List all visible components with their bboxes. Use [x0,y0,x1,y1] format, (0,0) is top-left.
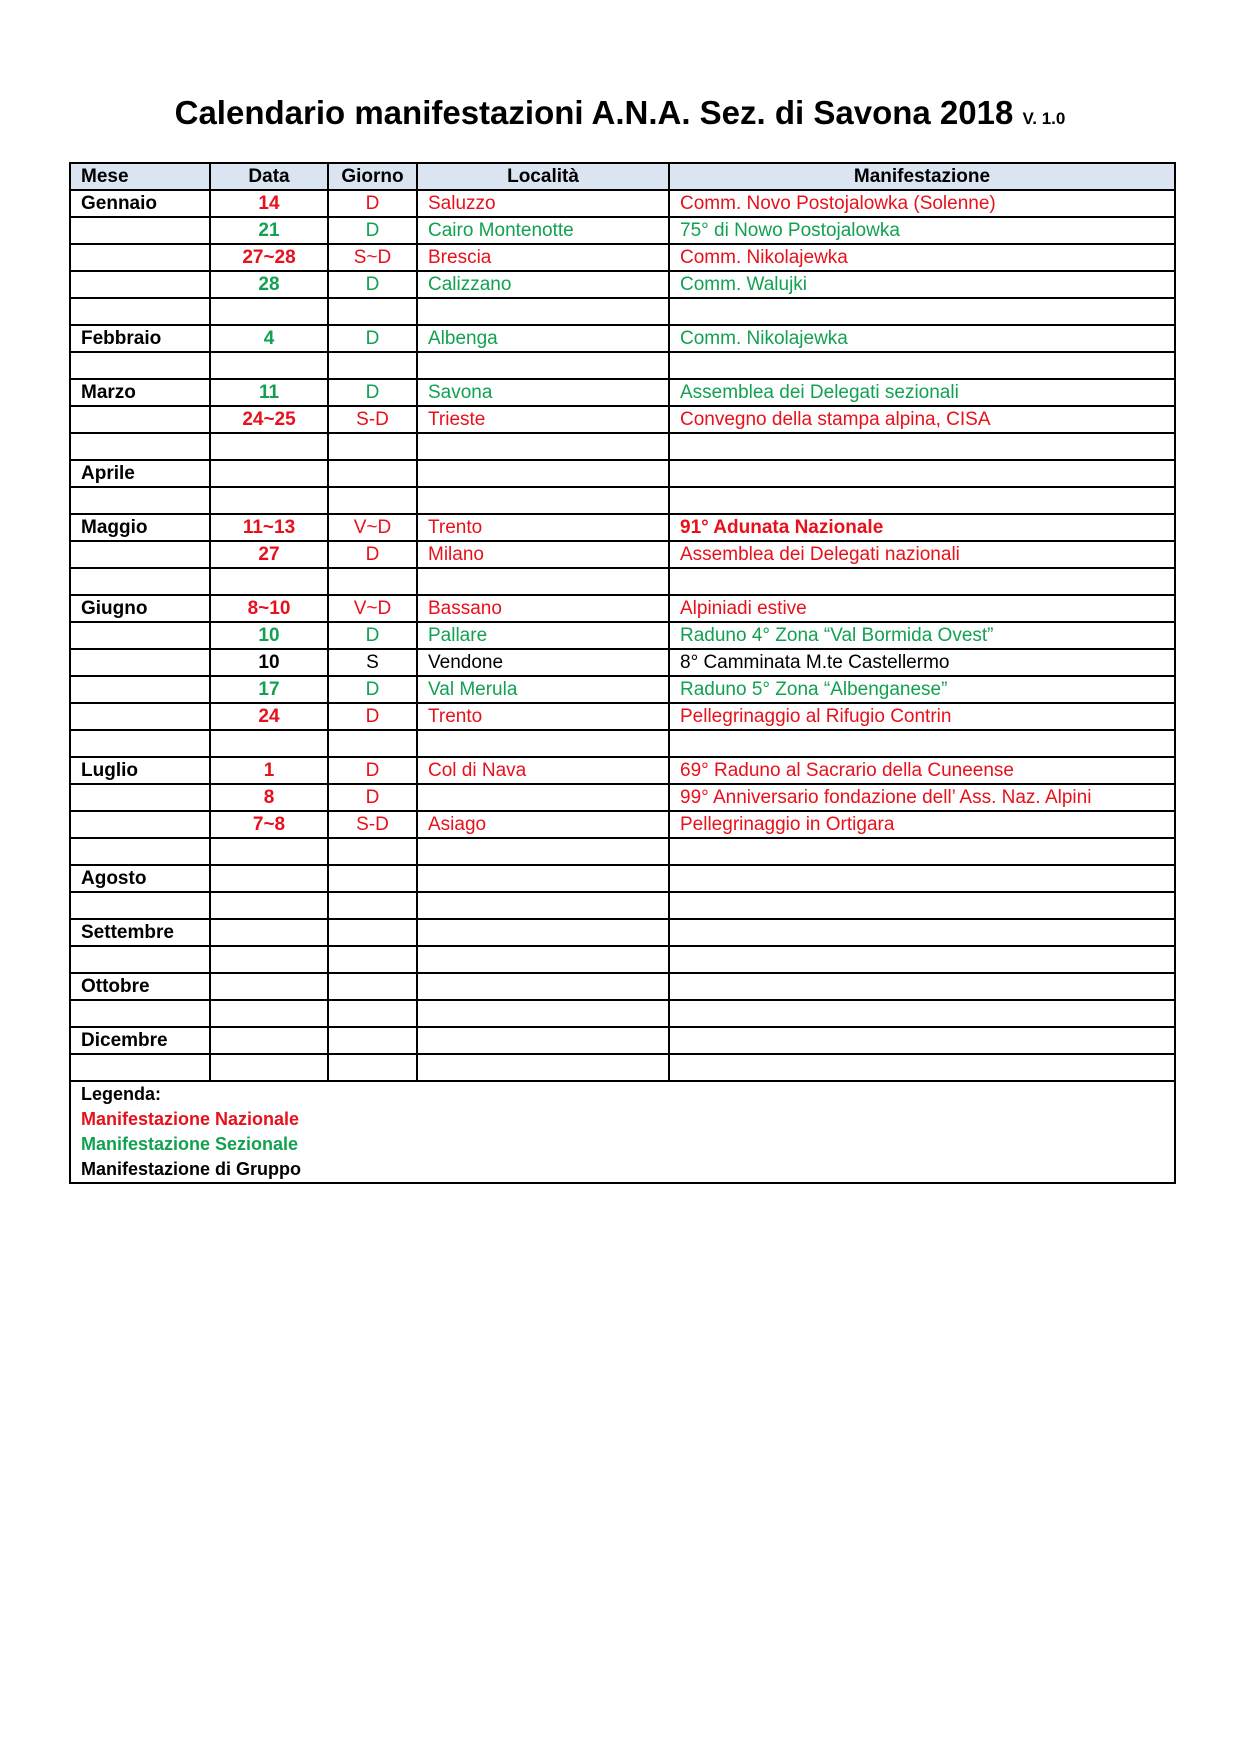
cell-mese [70,298,210,325]
cell-mese [70,271,210,298]
cell-manifestazione [669,433,1175,460]
table-row [70,946,1175,973]
cell-manifestazione: Comm. Nikolajewka [669,325,1175,352]
cell-giorno: D [328,703,417,730]
cell-localita: Asiago [417,811,669,838]
cell-giorno: D [328,784,417,811]
cell-mese [70,433,210,460]
cell-localita [417,838,669,865]
table-row [70,487,1175,514]
cell-manifestazione: Raduno 4° Zona “Val Bormida Ovest” [669,622,1175,649]
table-row [70,514,1175,541]
cell-data [210,1054,328,1081]
cell-giorno [328,865,417,892]
cell-data: 11 [210,379,328,406]
cell-giorno: D [328,379,417,406]
cell-data: 8 [210,784,328,811]
cell-localita: Pallare [417,622,669,649]
cell-localita: Trieste [417,406,669,433]
table-row [70,676,1175,703]
cell-mese [70,487,210,514]
cell-mese: Gennaio [70,190,210,217]
table-row [70,919,1175,946]
cell-giorno: D [328,217,417,244]
cell-mese [70,622,210,649]
table-row [70,325,1175,352]
legend-row [70,1081,1175,1183]
table-row [70,622,1175,649]
cell-mese: Luglio [70,757,210,784]
version-label: V. 1.0 [1022,109,1066,128]
cell-data [210,730,328,757]
cell-data [210,298,328,325]
cell-localita [417,352,669,379]
cell-mese [70,649,210,676]
cell-manifestazione: 69° Raduno al Sacrario della Cuneense [669,757,1175,784]
cell-mese: Dicembre [70,1027,210,1054]
cell-data [210,1027,328,1054]
cell-localita [417,1027,669,1054]
cell-giorno [328,919,417,946]
cell-data: 4 [210,325,328,352]
cell-data [210,352,328,379]
cell-giorno [328,730,417,757]
cell-data [210,973,328,1000]
cell-data [210,1000,328,1027]
cell-localita [417,892,669,919]
legend-sezionale: Manifestazione Sezionale [81,1134,299,1154]
cell-giorno: D [328,622,417,649]
cell-data [210,946,328,973]
legend-gruppo: Manifestazione di Gruppo [81,1159,302,1179]
column-header-giorno: Giorno [328,163,417,190]
table-row [70,541,1175,568]
cell-mese: Febbraio [70,325,210,352]
cell-manifestazione [669,568,1175,595]
table-row [70,190,1175,217]
cell-data [210,865,328,892]
cell-mese [70,244,210,271]
table-row [70,730,1175,757]
table-row [70,595,1175,622]
cell-data [210,460,328,487]
cell-mese: Settembre [70,919,210,946]
cell-localita [417,433,669,460]
cell-manifestazione [669,838,1175,865]
cell-data [210,487,328,514]
cell-localita: Val Merula [417,676,669,703]
table-row [70,1000,1175,1027]
cell-manifestazione: Assemblea dei Delegati sezionali [669,379,1175,406]
cell-mese [70,1054,210,1081]
cell-data [210,919,328,946]
cell-giorno [328,1027,417,1054]
title-text: Calendario manifestazioni A.N.A. Sez. di Savona 2018 [174,94,1014,131]
cell-mese [70,838,210,865]
cell-mese [70,568,210,595]
cell-localita [417,568,669,595]
cell-localita: Col di Nava [417,757,669,784]
cell-data: 21 [210,217,328,244]
column-header-mese: Mese [70,163,210,190]
table-row [70,433,1175,460]
cell-manifestazione: Comm. Walujki [669,271,1175,298]
cell-giorno [328,1054,417,1081]
table-row [70,838,1175,865]
cell-localita: Vendone [417,649,669,676]
cell-localita [417,973,669,1000]
cell-giorno: S~D [328,244,417,271]
cell-mese [70,676,210,703]
cell-mese: Aprile [70,460,210,487]
cell-localita: Saluzzo [417,190,669,217]
cell-manifestazione: 8° Camminata M.te Castellermo [669,649,1175,676]
legend-title: Legenda: [81,1084,162,1104]
table-row [70,1027,1175,1054]
cell-data [210,433,328,460]
cell-giorno [328,352,417,379]
cell-data: 11~13 [210,514,328,541]
cell-localita [417,487,669,514]
table-row [70,649,1175,676]
cell-localita: Cairo Montenotte [417,217,669,244]
table-row [70,703,1175,730]
cell-manifestazione: Comm. Novo Postojalowka (Solenne) [669,190,1175,217]
cell-manifestazione [669,352,1175,379]
table-header-row [70,163,1175,190]
cell-manifestazione [669,1054,1175,1081]
cell-mese: Agosto [70,865,210,892]
column-header-manifestazione: Manifestazione [669,163,1175,190]
cell-manifestazione: 91° Adunata Nazionale [669,514,1175,541]
table-row [70,784,1175,811]
cell-mese: Ottobre [70,973,210,1000]
cell-giorno: D [328,271,417,298]
table-row [70,406,1175,433]
cell-manifestazione: Raduno 5° Zona “Albenganese” [669,676,1175,703]
cell-giorno [328,973,417,1000]
cell-giorno [328,892,417,919]
table-row [70,379,1175,406]
cell-giorno: D [328,325,417,352]
calendar-body [70,190,1175,1081]
cell-manifestazione [669,1027,1175,1054]
cell-giorno [328,298,417,325]
cell-localita: Brescia [417,244,669,271]
table-row [70,460,1175,487]
cell-mese [70,946,210,973]
cell-data: 10 [210,622,328,649]
table-row [70,568,1175,595]
cell-localita: Milano [417,541,669,568]
cell-manifestazione: Convegno della stampa alpina, CISA [669,406,1175,433]
cell-localita [417,865,669,892]
cell-localita: Albenga [417,325,669,352]
cell-data: 24~25 [210,406,328,433]
cell-localita [417,730,669,757]
cell-mese [70,217,210,244]
cell-giorno: S [328,649,417,676]
cell-giorno [328,568,417,595]
cell-giorno: D [328,541,417,568]
cell-manifestazione: 99° Anniversario fondazione dell’ Ass. Naz. Alpini [669,784,1175,811]
cell-localita: Trento [417,514,669,541]
cell-manifestazione: Pellegrinaggio al Rifugio Contrin [669,703,1175,730]
cell-giorno: V~D [328,514,417,541]
cell-giorno: S-D [328,406,417,433]
cell-localita: Calizzano [417,271,669,298]
table-row [70,352,1175,379]
cell-giorno [328,460,417,487]
cell-data: 7~8 [210,811,328,838]
cell-giorno: V~D [328,595,417,622]
cell-mese [70,703,210,730]
calendar-table [69,162,1176,1184]
cell-data: 8~10 [210,595,328,622]
cell-data: 14 [210,190,328,217]
table-row [70,892,1175,919]
cell-manifestazione [669,865,1175,892]
table-row [70,1054,1175,1081]
cell-localita: Savona [417,379,669,406]
cell-giorno [328,487,417,514]
cell-giorno [328,946,417,973]
table-row [70,865,1175,892]
cell-manifestazione: Comm. Nikolajewka [669,244,1175,271]
cell-manifestazione [669,730,1175,757]
cell-localita [417,298,669,325]
table-row [70,757,1175,784]
cell-mese [70,406,210,433]
table-row [70,811,1175,838]
cell-data: 27~28 [210,244,328,271]
cell-manifestazione: 75° di Nowo Postojalowka [669,217,1175,244]
cell-mese [70,892,210,919]
cell-data: 17 [210,676,328,703]
cell-data: 10 [210,649,328,676]
cell-giorno: D [328,757,417,784]
cell-giorno: D [328,676,417,703]
cell-manifestazione [669,298,1175,325]
cell-giorno [328,433,417,460]
legend-nazionale: Manifestazione Nazionale [81,1109,300,1129]
cell-manifestazione: Alpiniadi estive [669,595,1175,622]
cell-localita [417,784,669,811]
cell-giorno [328,838,417,865]
table-row [70,244,1175,271]
table-row [70,271,1175,298]
cell-mese [70,730,210,757]
page-title [0,93,1240,139]
cell-data [210,892,328,919]
cell-localita: Bassano [417,595,669,622]
cell-localita [417,919,669,946]
cell-manifestazione [669,919,1175,946]
column-header-data: Data [210,163,328,190]
column-header-localita: Località [417,163,669,190]
cell-manifestazione [669,946,1175,973]
cell-mese [70,811,210,838]
cell-mese: Marzo [70,379,210,406]
cell-mese [70,541,210,568]
cell-manifestazione: Pellegrinaggio in Ortigara [669,811,1175,838]
cell-manifestazione [669,460,1175,487]
cell-localita [417,946,669,973]
cell-manifestazione [669,487,1175,514]
legend [70,1081,1175,1183]
cell-giorno [328,1000,417,1027]
cell-mese: Giugno [70,595,210,622]
cell-mese: Maggio [70,514,210,541]
cell-data: 27 [210,541,328,568]
cell-data [210,838,328,865]
cell-localita [417,460,669,487]
cell-mese [70,1000,210,1027]
cell-data [210,568,328,595]
cell-manifestazione [669,973,1175,1000]
cell-mese [70,784,210,811]
table-row [70,298,1175,325]
cell-manifestazione: Assemblea dei Delegati nazionali [669,541,1175,568]
cell-manifestazione [669,1000,1175,1027]
cell-giorno: S-D [328,811,417,838]
cell-mese [70,352,210,379]
cell-data: 24 [210,703,328,730]
cell-data: 28 [210,271,328,298]
cell-manifestazione [669,892,1175,919]
cell-localita [417,1054,669,1081]
table-row [70,217,1175,244]
cell-data: 1 [210,757,328,784]
cell-localita: Trento [417,703,669,730]
cell-giorno: D [328,190,417,217]
cell-localita [417,1000,669,1027]
table-row [70,973,1175,1000]
